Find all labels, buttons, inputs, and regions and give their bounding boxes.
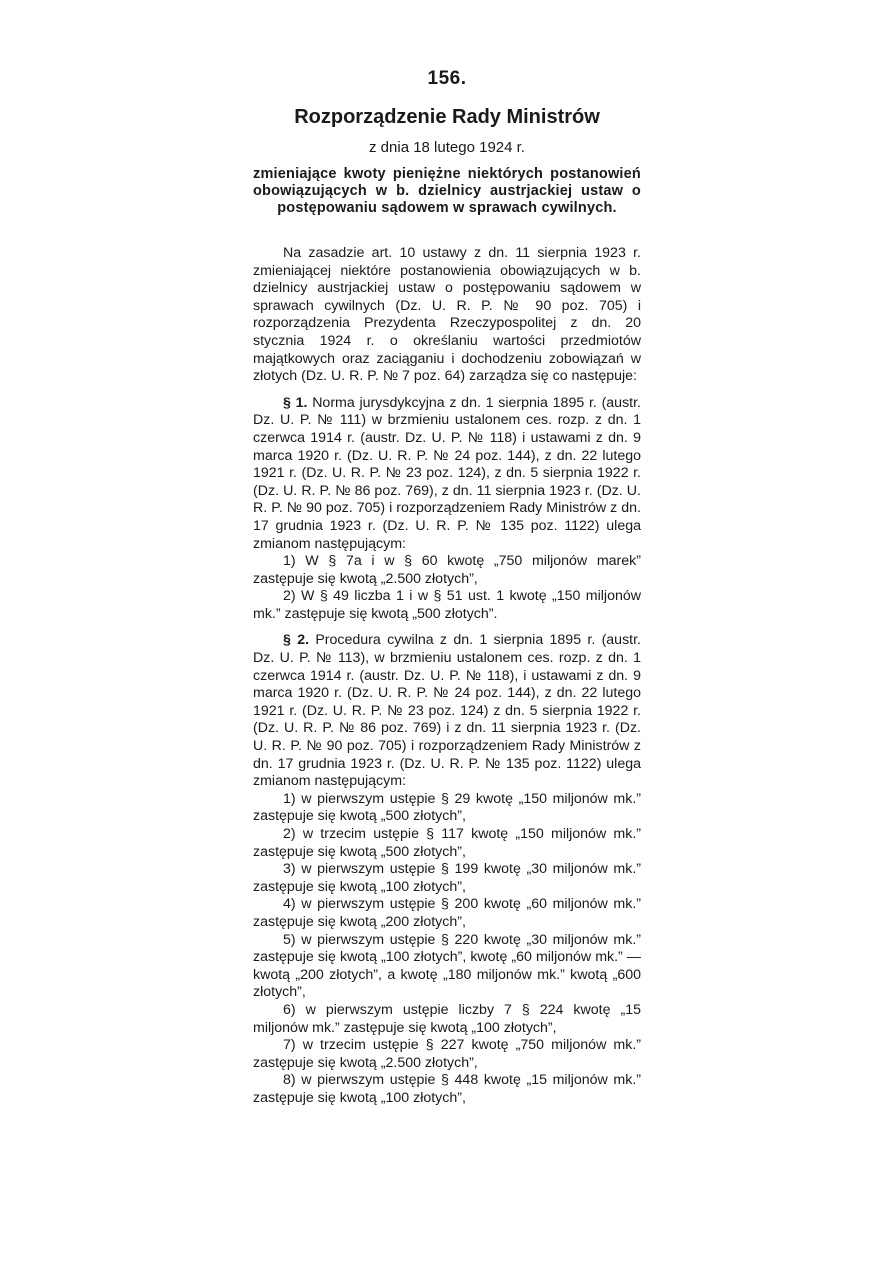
section-2-item: 4) w pierwszym ustępie § 200 kwotę „60 miljonów mk.” zastępuje się kwotą „200 złotych”, <box>253 896 641 930</box>
preamble-paragraph: Na zasadzie art. 10 ustawy z dn. 11 sierpnia 1923 r. zmieniającej niektóre postanowienia obowiązujących w b. dzielnicy austrjackiej ustaw o postępowaniu sądowem w sprawach cywilnych (Dz. U. R. P. № 90 poz. 705) i rozporządzenia Prezydenta Rzeczypospolitej z dn. 20 stycznia 1924 r. o określaniu wartości przedmiotów majątkowych oraz zaciąganiu i dochodzeniu zobowiązań w złotych (Dz. U. R. P. № 7 poz. 64) zarządza się co następuje: <box>253 245 641 385</box>
section-1-item: 2) W § 49 liczba 1 i w § 51 ust. 1 kwotę „150 miljonów mk.” zastępuje się kwotą „500 złotych”. <box>253 588 641 622</box>
section-2-text: Procedura cywilna z dn. 1 sierpnia 1895 r. (austr. Dz. U. P. № 113), w brzmieniu ustalonem ces. rozp. z dn. 1 czerwca 1914 r. (austr. Dz. U. P. № 118), i ustawami z dn. 9 marca 1920 r. (Dz. U. R. P. № 24 poz. 144), z dn. 22 lutego 1921 r. (Dz. U. R. P. № 23 poz. 124) z dn. 5 sierpnia 1922 r. (Dz. U. R. P. № 86 poz. 769) i z dn. 11 sierpnia 1923 r. (Dz. U. R. P. № 90 poz. 705) i rozporządzeniem Rady Ministrów z dn. 17 grudnia 1923 r. (Dz. U. R. P. № 135 poz. 1122) ulega zmianom następującym: <box>253 632 641 790</box>
section-1-paragraph <box>253 395 641 553</box>
document-subject: zmieniające kwoty pieniężne niektórych postanowień obowiązujących w b. dzielnicy austrjackiej ustaw o postępowaniu sądowem w sprawach cywilnych. <box>253 166 641 216</box>
section-1-marker: § 1. <box>283 394 308 411</box>
document-page <box>253 68 641 1108</box>
section-2-item: 6) w pierwszym ustępie liczby 7 § 224 kwotę „15 miljonów mk.” zastępuje się kwotą „100 złotych”, <box>253 1001 641 1036</box>
section-2-item: 2) w trzecim ustępie § 117 kwotę „150 miljonów mk.” zastępuje się kwotą „500 złotych”, <box>253 826 641 860</box>
section-2-item: 5) w pierwszym ustępie § 220 kwotę „30 miljonów mk.” zastępuje się kwotą „100 złotych”, kwotę „60 miljonów mk.” — kwotą „200 złotych”, a kwotę „180 miljonów mk.” kwotą „600 złotych”, <box>253 931 641 1001</box>
page-number: 156. <box>427 68 467 89</box>
section-1-item: 1) W § 7a i w § 60 kwotę „750 miljonów marek” zastępuje się kwotą „2.500 złotych”, <box>253 553 641 587</box>
section-2-item: 1) w pierwszym ustępie § 29 kwotę „150 miljonów mk.” zastępuje się kwotą „500 złotych”, <box>253 790 641 825</box>
section-1-text: Norma jurysdykcyjna z dn. 1 sierpnia 1895 r. (austr. Dz. U. P. № 111) w brzmieniu ustalonem ces. rozp. z dn. 1 czerwca 1914 r. (austr. Dz. U. P. № 118) i ustawami z dn. 9 marca 1920 r. (Dz. U. R. P. № 24 poz. 144), z dn. 22 lutego 1921 r. (Dz. U. R. P. № 23 poz. 124), z dn. 5 sierpnia 1922 r. (Dz. U. R. P. № 86 poz. 769), z dn. 11 sierpnia 1923 r. (Dz. U. R. P. № 90 poz. 705) i rozporządzeniem Rady Ministrów z dn. 17 grudnia 1923 r. (Dz. U. R. P. № 135 poz. 1122) ulega zmianom następującym: <box>253 394 641 552</box>
section-2-item: 7) w trzecim ustępie § 227 kwotę „750 miljonów mk.” zastępuje się kwotą „2.500 złotych”, <box>253 1037 641 1071</box>
section-2-marker: § 2. <box>283 632 310 649</box>
section-2-item: 8) w pierwszym ustępie § 448 kwotę „15 miljonów mk.” zastępuje się kwotą „100 złotych”, <box>253 1072 641 1106</box>
document-title: Rozporządzenie Rady Ministrów <box>294 106 600 128</box>
document-date: z dnia 18 lutego 1924 r. <box>369 139 525 156</box>
section-2-item: 3) w pierwszym ustępie § 199 kwotę „30 miljonów mk.” zastępuje się kwotą „100 złotych”, <box>253 861 641 895</box>
section-2-paragraph <box>253 632 641 790</box>
